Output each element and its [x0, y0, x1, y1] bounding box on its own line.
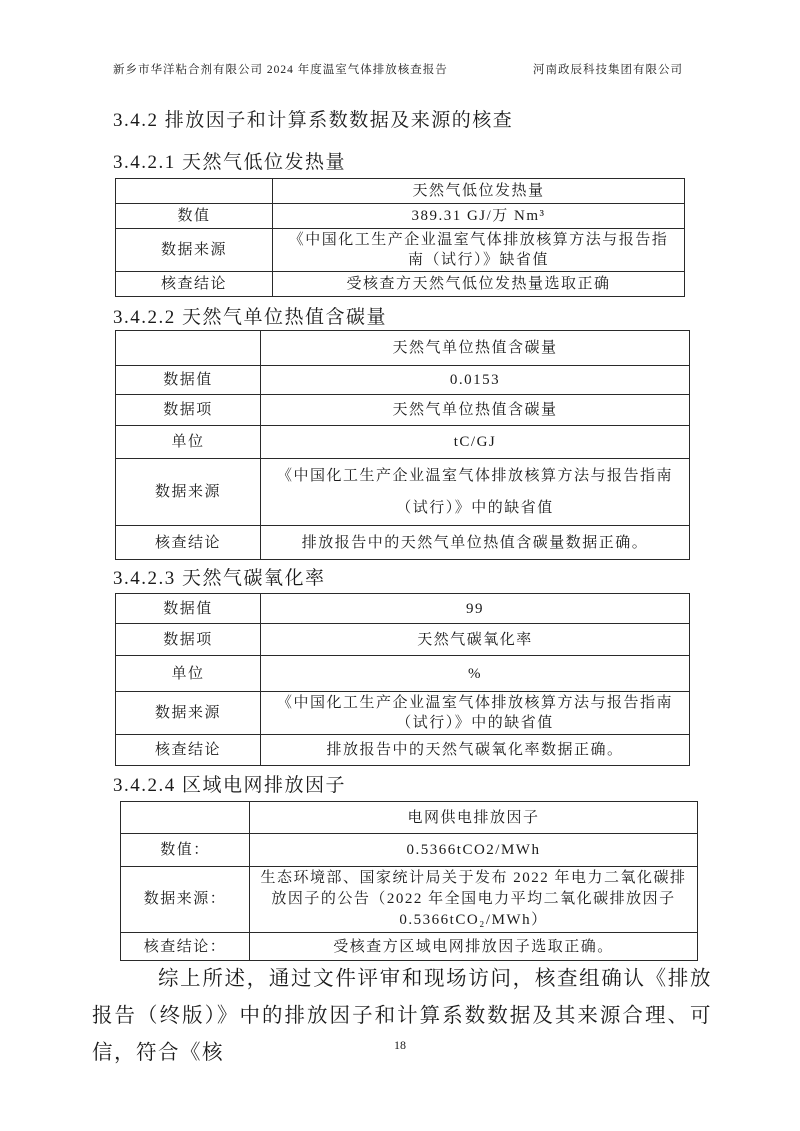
table-cell: 数据来源	[116, 229, 273, 272]
table-cell: 受核查方区域电网排放因子选取正确。	[250, 933, 698, 961]
table-cell: 核查结论	[116, 272, 273, 297]
table-cell: 单位	[116, 426, 261, 459]
table-cell: 99	[261, 594, 690, 624]
table-row	[116, 692, 690, 735]
table-cell: 核查结论：	[121, 933, 250, 961]
table-row	[116, 204, 685, 229]
table-row	[116, 656, 690, 692]
table-natural-gas-oxidation-rate	[115, 593, 690, 766]
table-cell: 天然气单位热值含碳量	[261, 331, 690, 366]
section-heading-342: 3.4.2 排放因子和计算系数数据及来源的核查	[113, 110, 514, 131]
table-cell: 排放报告中的天然气单位热值含碳量数据正确。	[261, 526, 690, 560]
table-row	[121, 867, 698, 933]
page-number: 18	[394, 1038, 406, 1052]
table-row	[116, 526, 690, 560]
running-header-right: 河南政辰科技集团有限公司	[533, 64, 683, 76]
table-cell: 核查结论	[116, 526, 261, 560]
table-natural-gas-carbon-content	[115, 330, 690, 560]
table-cell: 数据项	[116, 395, 261, 426]
subsection-heading-3422: 3.4.2.2 天然气单位热值含碳量	[113, 307, 388, 328]
closing-paragraph: 综上所述，通过文件评审和现场访问，核查组确认《排放报告（终版）》中的排放因子和计算系数数据及其来源合理、可信，符合《核	[92, 968, 712, 1064]
table-cell: 《中国化工生产企业温室气体排放核算方法与报告指南（试行）》中的缺省值	[261, 692, 690, 735]
table-cell: 《中国化工生产企业温室气体排放核算方法与报告指南（试行）》中的缺省值	[261, 459, 690, 526]
table-cell: 天然气碳氧化率	[261, 624, 690, 656]
table-natural-gas-ncv	[115, 178, 685, 297]
subsection-heading-3421: 3.4.2.1 天然气低位发热量	[113, 152, 347, 173]
table-row	[116, 179, 685, 204]
running-header	[113, 61, 683, 77]
table-cell: 数据来源：	[121, 867, 250, 933]
subsection-heading-3424: 3.4.2.4 区域电网排放因子	[113, 775, 347, 796]
table-row	[116, 331, 690, 366]
table-cell	[121, 802, 250, 834]
table-cell: 0.0153	[261, 366, 690, 395]
table-row	[121, 933, 698, 961]
table-cell: 数据项	[116, 624, 261, 656]
running-header-left: 新乡市华洋粘合剂有限公司 2024 年度温室气体排放核查报告	[113, 64, 448, 76]
table-cell: %	[261, 656, 690, 692]
subsection-heading-3423: 3.4.2.3 天然气碳氧化率	[113, 568, 326, 589]
table-row	[121, 834, 698, 867]
table-cell: 天然气低位发热量	[273, 179, 685, 204]
table-cell: 数值	[116, 204, 273, 229]
table-row	[116, 366, 690, 395]
table-row	[116, 594, 690, 624]
table-cell: 数据来源	[116, 459, 261, 526]
table-cell: 数据值	[116, 594, 261, 624]
table-row	[116, 272, 685, 297]
table-cell: 数据来源	[116, 692, 261, 735]
table-row	[116, 395, 690, 426]
table-cell: 数值：	[121, 834, 250, 867]
table-cell: 数据值	[116, 366, 261, 395]
table-row	[116, 624, 690, 656]
table-cell: 单位	[116, 656, 261, 692]
table-row	[121, 802, 698, 834]
table-cell: 排放报告中的天然气碳氧化率数据正确。	[261, 735, 690, 766]
table-cell: 《中国化工生产企业温室气体排放核算方法与报告指南（试行）》缺省值	[273, 229, 685, 272]
table-row	[116, 459, 690, 526]
table-cell: 电网供电排放因子	[250, 802, 698, 834]
table-row	[116, 229, 685, 272]
table-row	[116, 735, 690, 766]
table-cell: 0.5366tCO2/MWh	[250, 834, 698, 867]
table-cell: 生态环境部、国家统计局关于发布 2022 年电力二氧化碳排放因子的公告（2022 年全国电力平均二氧化碳排放因子 0.5366tCO₂/MWh）	[250, 867, 698, 933]
table-cell	[116, 331, 261, 366]
table-cell: 核查结论	[116, 735, 261, 766]
table-grid-emission-factor	[120, 801, 698, 961]
table-cell: tC/GJ	[261, 426, 690, 459]
table-cell: 天然气单位热值含碳量	[261, 395, 690, 426]
table-cell: 389.31 GJ/万 Nm³	[273, 204, 685, 229]
table-cell: 受核查方天然气低位发热量选取正确	[273, 272, 685, 297]
table-cell	[116, 179, 273, 204]
table-row	[116, 426, 690, 459]
